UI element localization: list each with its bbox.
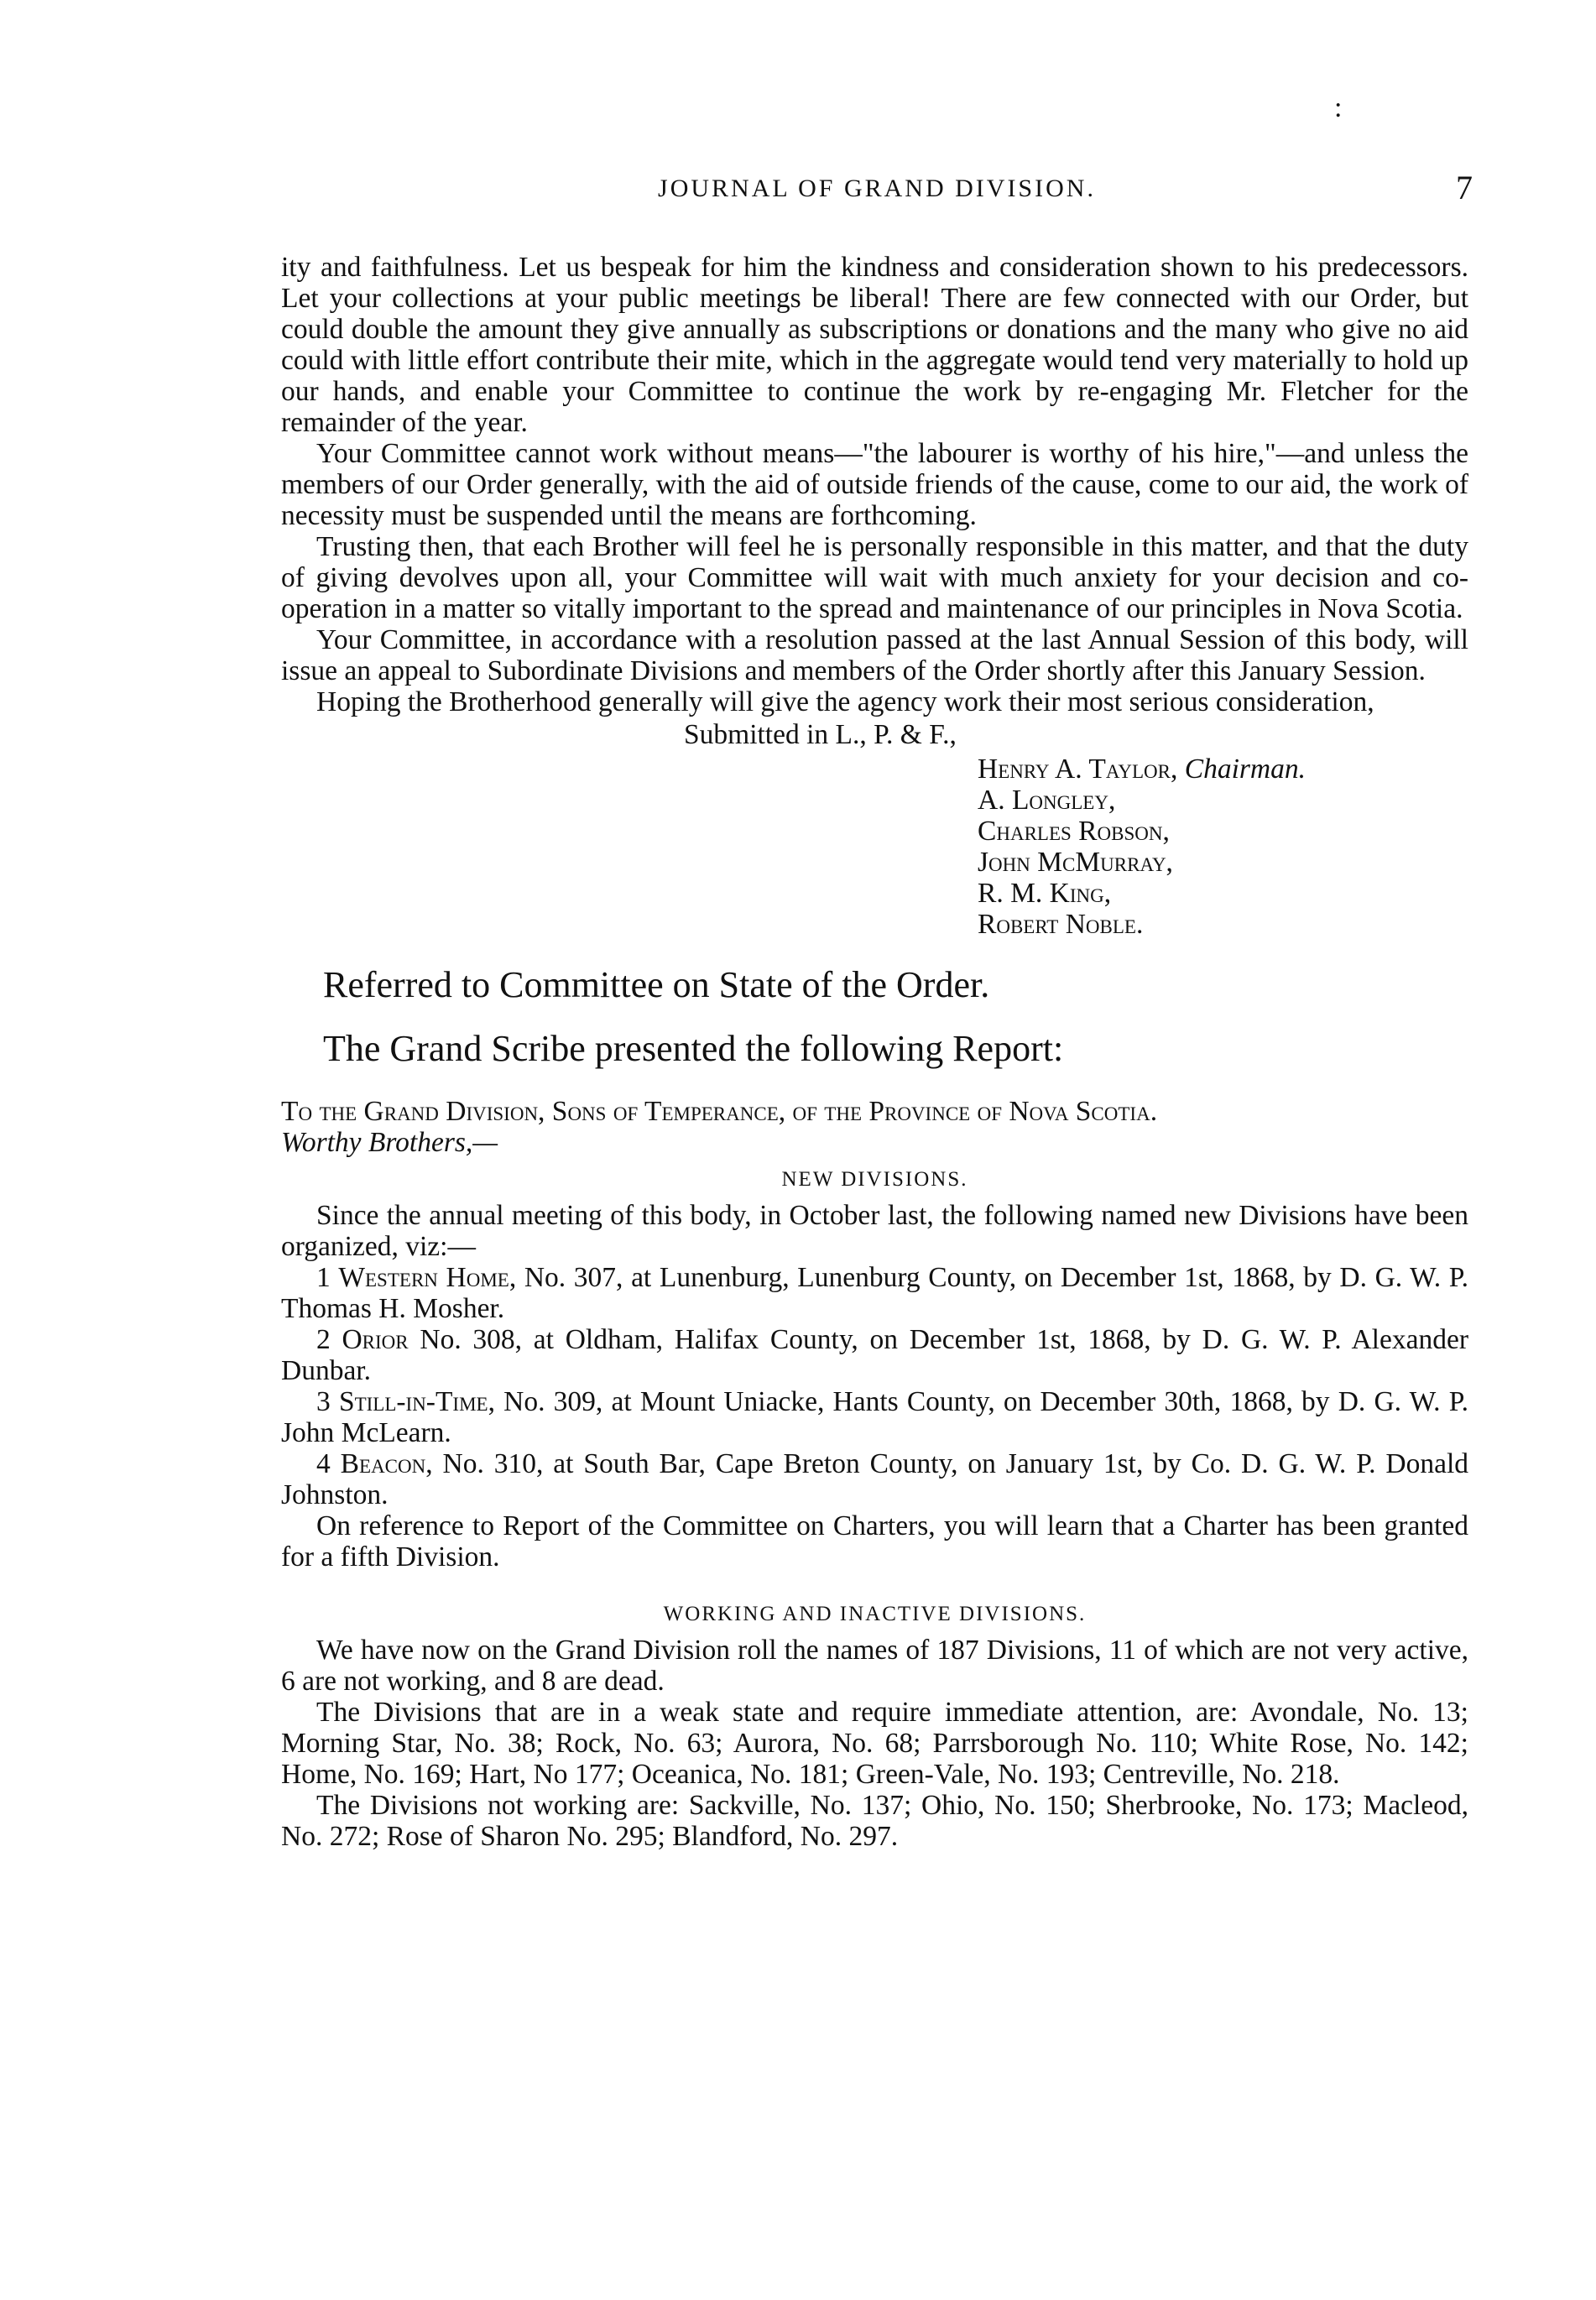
signatory-list — [978, 754, 1468, 940]
list-item — [281, 1386, 1468, 1448]
list-item — [281, 1324, 1468, 1386]
paragraph-not-working: The Divisions not working are: Sackville, No. 137; Ohio, No. 150; Sherbrooke, No. 173; Macleod, No. 272; Rose of Sharon No. 295; Blandford, No. 297. — [281, 1790, 1468, 1852]
division-name: Still-in-Time, — [338, 1386, 495, 1417]
signatory-name: John McMurray, — [978, 847, 1173, 878]
signatory — [978, 754, 1468, 785]
division-number: 2 — [316, 1324, 331, 1355]
charter-note: On reference to Report of the Committee on Charters, you will learn that a Charter has been granted for a fifth Division. — [281, 1510, 1468, 1572]
report-salutation: Worthy Brothers,— — [281, 1127, 498, 1158]
division-details: No. 308, at Oldham, Halifax County, on December 1st, 1868, by D. G. W. P. Alexander Dunbar. — [281, 1324, 1468, 1386]
signatory-role: Chairman. — [1184, 754, 1306, 785]
report-address: To the Grand Division, Sons of Temperance, of the Province of Nova Scotia. — [281, 1096, 1158, 1127]
signatory — [978, 816, 1468, 847]
corner-mark: : — [1334, 92, 1343, 123]
paragraph-appeal: Your Committee, in accordance with a resolution passed at the last Annual Session of this body, will issue an appeal to Subordinate Divisions and members of the Order shortly after this January Session. — [281, 624, 1468, 686]
paragraph-means: Your Committee cannot work without means—"the labourer is worthy of his hire,"—and unless the members of our Order generally, with the aid of outside friends of the cause, come to our aid, the work of necessity must be suspended until the means are forthcoming. — [281, 438, 1468, 531]
paragraph-trusting: Trusting then, that each Brother will feel he is personally responsible in this matter, and that the duty of giving devolves upon all, your Committee will wait with much anxiety for your decision and co-operation in a matter so vitally important to the spread and maintenance of our principles in Nova Scotia. — [281, 531, 1468, 624]
division-details: No. 310, at South Bar, Cape Breton County, on January 1st, by Co. D. G. W. P. Donald Johnston. — [281, 1448, 1469, 1510]
division-name: Western Home, — [338, 1262, 517, 1293]
division-details: No. 307, at Lunenburg, Lunenburg County, on December 1st, 1868, by D. G. W. P. Thomas H. Mosher. — [281, 1262, 1469, 1324]
paragraph-roll: We have now on the Grand Division roll the names of 187 Divisions, 11 of which are not very active, 6 are not working, and 8 are dead. — [281, 1635, 1468, 1697]
paragraph-faithfulness: ity and faithfulness. Let us bespeak for him the kindness and consideration shown to his predecessors. Let your collections at your public meetings be liberal! There are few connected with our Order, but could double the amount they give annually as subscriptions or donations and the many who give no aid could with little effort contribute their mite, which in the aggregate would tend very materially to hold up our hands, and enable your Committee to continue the work by re-engaging Mr. Fletcher for the remainder of the year. — [281, 252, 1468, 438]
division-name: Beacon, — [340, 1448, 433, 1479]
page-number: 7 — [1456, 169, 1473, 206]
referral-note: Referred to Committee on State of the Order. — [323, 964, 990, 1005]
page-body — [281, 252, 1468, 1852]
signatory-name: A. Longley, — [978, 785, 1116, 816]
signatory-name: R. M. King, — [978, 878, 1112, 909]
signatory — [978, 909, 1468, 940]
page-header — [281, 168, 1473, 210]
signatory — [978, 847, 1468, 878]
division-number: 3 — [316, 1386, 331, 1417]
paragraph-weak-divisions: The Divisions that are in a weak state and require immediate attention, are: Avondale, No. 13; Morning Star, No. 38; Rock, No. 63; Aurora, No. 68; Parrsborough No. 110; White Rose, No. 142; Home, No. 169; Hart, No 177; Oceanica, No. 181; Green-Vale, No. 193; Centreville, No. 218. — [281, 1697, 1468, 1790]
paragraph-hoping: Hoping the Brotherhood generally will give the agency work their most serious consideration, — [316, 686, 1374, 717]
signatory — [978, 785, 1468, 816]
signatory-name: Henry A. Taylor, — [978, 754, 1178, 785]
running-head: JOURNAL OF GRAND DIVISION. — [658, 175, 1096, 202]
section-heading-new-divisions: NEW DIVISIONS. — [781, 1168, 968, 1191]
section-heading-working-divisions: WORKING AND INACTIVE DIVISIONS. — [663, 1603, 1087, 1625]
signatory — [978, 878, 1468, 909]
division-number: 4 — [316, 1448, 331, 1479]
division-details: No. 309, at Mount Uniacke, Hants County, on December 30th, 1868, by D. G. W. P. John McLearn. — [281, 1386, 1469, 1448]
signatory-name: Charles Robson, — [978, 816, 1170, 847]
submitted-line: Submitted in L., P. & F., — [684, 719, 957, 750]
division-number: 1 — [316, 1262, 331, 1293]
signatory-name: Robert Noble. — [978, 909, 1144, 940]
new-divisions-intro: Since the annual meeting of this body, in October last, the following named new Divisions have been organized, viz:— — [281, 1200, 1468, 1262]
list-item — [281, 1262, 1468, 1324]
division-name: Orior — [342, 1324, 409, 1355]
scribe-intro: The Grand Scribe presented the following Report: — [323, 1028, 1064, 1069]
list-item — [281, 1448, 1468, 1510]
